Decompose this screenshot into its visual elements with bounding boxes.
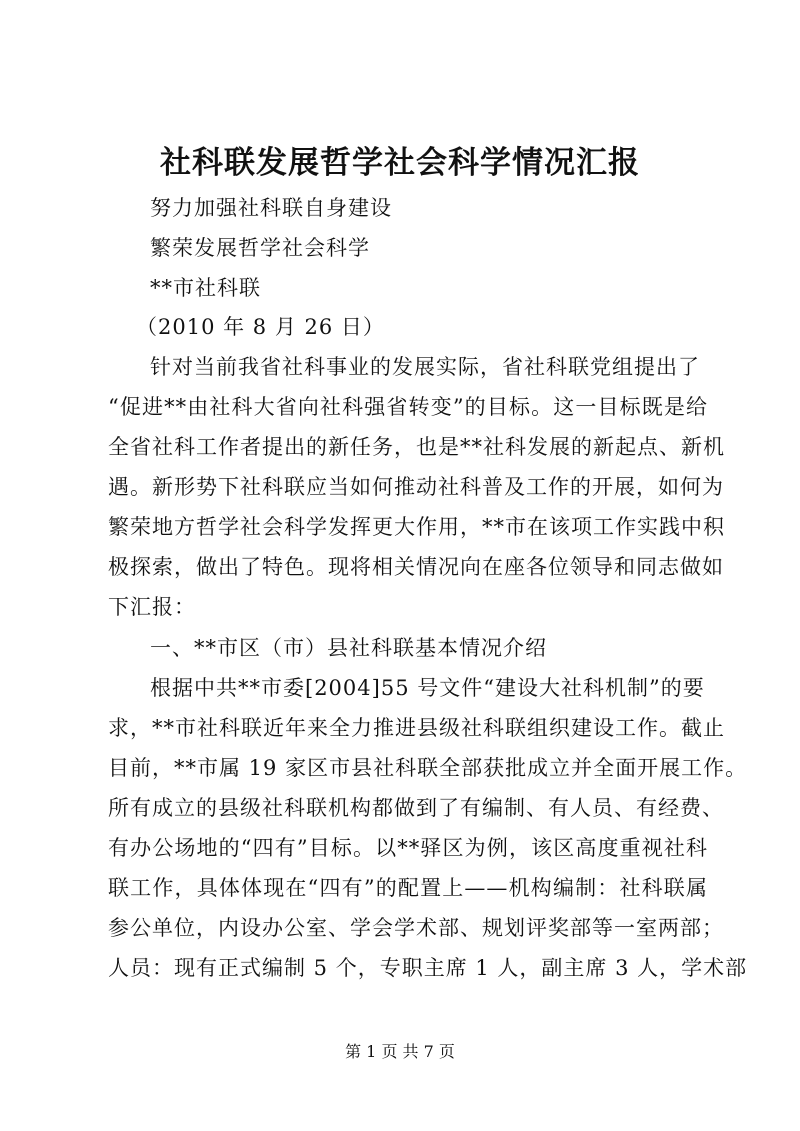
subtitle-line: 努力加强社科联自身建设 <box>150 196 392 220</box>
paragraph-line: 全省社科工作者提出的新任务，也是**社科发展的新起点、新机 <box>108 435 725 459</box>
paragraph-line: “促进**由社科大省向社科强省转变”的目标。这一目标既是给 <box>108 395 708 419</box>
subtitle-line: 繁荣发展哲学社会科学 <box>150 236 370 260</box>
paragraph-line: 联工作，具体体现在“四有”的配置上——机构编制：社科联属 <box>108 876 708 900</box>
paragraph-line: 根据中共**市委[2004]55 号文件“建设大社科机制”的要 <box>150 676 705 700</box>
paragraph-line: 目前，**市属 19 家区市县社科联全部获批成立并全面开展工作。 <box>108 756 748 780</box>
paragraph-line: 针对当前我省社科事业的发展实际，省社科联党组提出了 <box>150 355 700 379</box>
document-title: 社科联发展哲学社会科学情况汇报 <box>160 145 640 181</box>
paragraph-line: 所有成立的县级社科联机构都做到了有编制、有人员、有经费、 <box>108 796 724 820</box>
date-line: （2010 年 8 月 26 日） <box>136 315 385 339</box>
paragraph-line: 下汇报： <box>108 595 196 619</box>
paragraph-line: 人员：现有正式编制 5 个，专职主席 1 人，副主席 3 人，学术部 <box>108 956 748 980</box>
author-line: **市社科联 <box>150 276 261 300</box>
paragraph-line: 繁荣地方哲学社会科学发挥更大作用，**市在该项工作实践中积 <box>108 515 725 539</box>
page-footer: 第 1 页 共 7 页 <box>345 1042 455 1061</box>
paragraph-line: 有办公场地的“四有”目标。以**驿区为例，该区高度重视社科 <box>108 836 708 860</box>
paragraph-line: 参公单位，内设办公室、学会学术部、规划评奖部等一室两部； <box>108 916 724 940</box>
section-heading: 一、**市区（市）县社科联基本情况介绍 <box>150 636 547 660</box>
paragraph-line: 求，**市社科联近年来全力推进县级社科联组织建设工作。截止 <box>108 716 725 740</box>
paragraph-line: 遇。新形势下社科联应当如何推动社科普及工作的开展，如何为 <box>108 475 724 499</box>
paragraph-line: 极探索，做出了特色。现将相关情况向在座各位领导和同志做如 <box>108 555 724 579</box>
